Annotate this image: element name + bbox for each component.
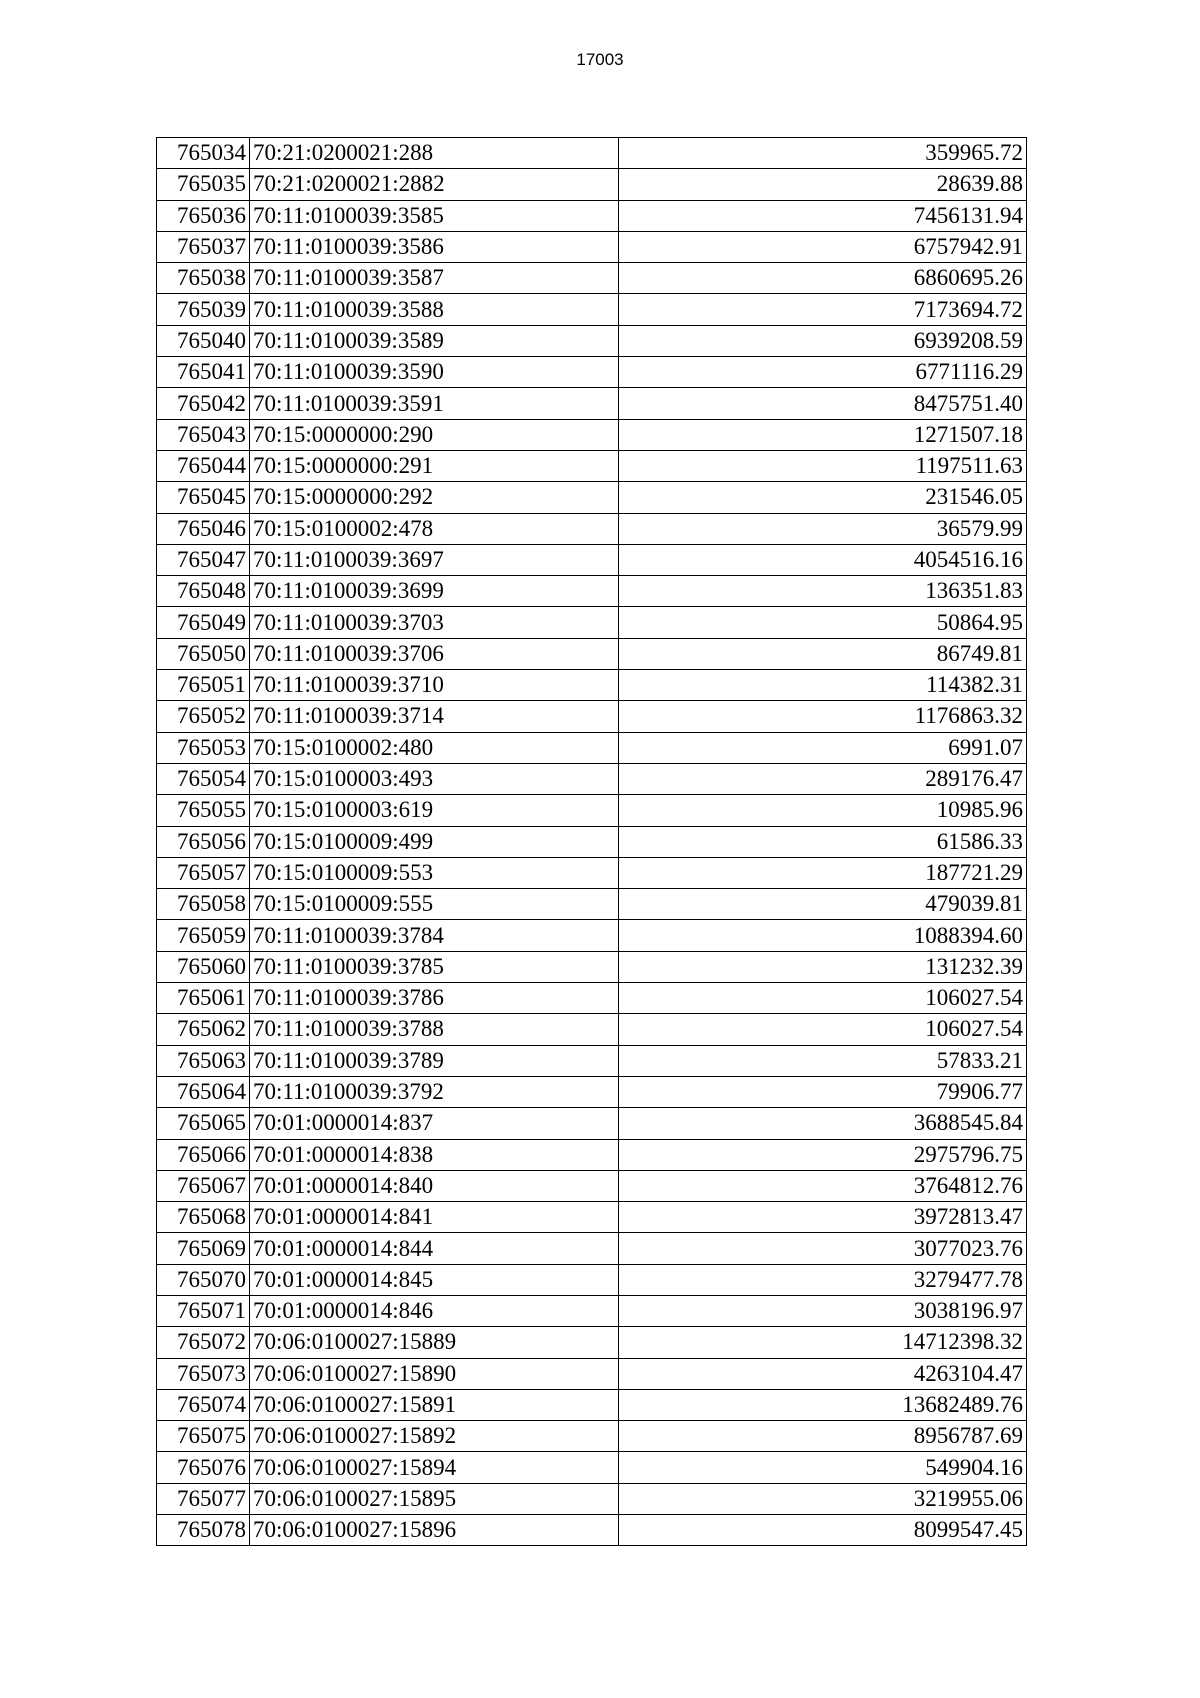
- value-cell: 359965.72: [619, 138, 1027, 169]
- cadastral-number-cell: 70:11:0100039:3587: [250, 263, 619, 294]
- value-cell: 8475751.40: [619, 388, 1027, 419]
- cadastral-number-cell: 70:11:0100039:3590: [250, 357, 619, 388]
- table-row: [157, 607, 1027, 638]
- cadastral-number-cell: 70:11:0100039:3706: [250, 638, 619, 669]
- cadastral-number-cell: 70:15:0100009:553: [250, 857, 619, 888]
- row-number-cell: 765035: [157, 169, 250, 200]
- table-row: [157, 1483, 1027, 1514]
- row-number-cell: 765055: [157, 795, 250, 826]
- row-number-cell: 765078: [157, 1515, 250, 1546]
- table-row: [157, 1170, 1027, 1201]
- value-cell: 106027.54: [619, 983, 1027, 1014]
- value-cell: 3038196.97: [619, 1295, 1027, 1326]
- row-number-cell: 765058: [157, 889, 250, 920]
- value-cell: 136351.83: [619, 576, 1027, 607]
- value-cell: 50864.95: [619, 607, 1027, 638]
- cadastral-number-cell: 70:15:0000000:292: [250, 482, 619, 513]
- table-row: [157, 732, 1027, 763]
- value-cell: 8956787.69: [619, 1421, 1027, 1452]
- row-number-cell: 765044: [157, 450, 250, 481]
- row-number-cell: 765051: [157, 670, 250, 701]
- cadastral-number-cell: 70:15:0100003:619: [250, 795, 619, 826]
- row-number-cell: 765075: [157, 1421, 250, 1452]
- cadastral-number-cell: 70:01:0000014:837: [250, 1108, 619, 1139]
- row-number-cell: 765063: [157, 1045, 250, 1076]
- row-number-cell: 765061: [157, 983, 250, 1014]
- table-row: [157, 544, 1027, 575]
- cadastral-number-cell: 70:06:0100027:15895: [250, 1483, 619, 1514]
- cadastral-number-cell: 70:15:0000000:290: [250, 419, 619, 450]
- row-number-cell: 765041: [157, 357, 250, 388]
- cadastral-number-cell: 70:15:0100009:499: [250, 826, 619, 857]
- cadastral-number-cell: 70:11:0100039:3591: [250, 388, 619, 419]
- cadastral-number-cell: 70:01:0000014:846: [250, 1295, 619, 1326]
- value-cell: 86749.81: [619, 638, 1027, 669]
- table-row: [157, 388, 1027, 419]
- cadastral-number-cell: 70:11:0100039:3714: [250, 701, 619, 732]
- table-row: [157, 1389, 1027, 1420]
- value-cell: 7456131.94: [619, 200, 1027, 231]
- row-number-cell: 765043: [157, 419, 250, 450]
- value-cell: 6771116.29: [619, 357, 1027, 388]
- row-number-cell: 765054: [157, 763, 250, 794]
- value-cell: 14712398.32: [619, 1327, 1027, 1358]
- value-cell: 289176.47: [619, 763, 1027, 794]
- cadastral-number-cell: 70:21:0200021:2882: [250, 169, 619, 200]
- value-cell: 6860695.26: [619, 263, 1027, 294]
- row-number-cell: 765067: [157, 1170, 250, 1201]
- row-number-cell: 765070: [157, 1264, 250, 1295]
- row-number-cell: 765074: [157, 1389, 250, 1420]
- row-number-cell: 765040: [157, 325, 250, 356]
- value-cell: 3077023.76: [619, 1233, 1027, 1264]
- cadastral-number-cell: 70:06:0100027:15892: [250, 1421, 619, 1452]
- cadastral-number-cell: 70:01:0000014:838: [250, 1139, 619, 1170]
- row-number-cell: 765071: [157, 1295, 250, 1326]
- row-number-cell: 765038: [157, 263, 250, 294]
- value-cell: 1271507.18: [619, 419, 1027, 450]
- row-number-cell: 765039: [157, 294, 250, 325]
- value-cell: 4263104.47: [619, 1358, 1027, 1389]
- table-row: [157, 294, 1027, 325]
- cadastral-number-cell: 70:15:0000000:291: [250, 450, 619, 481]
- table-row: [157, 325, 1027, 356]
- row-number-cell: 765050: [157, 638, 250, 669]
- row-number-cell: 765069: [157, 1233, 250, 1264]
- cadastral-number-cell: 70:01:0000014:841: [250, 1202, 619, 1233]
- row-number-cell: 765036: [157, 200, 250, 231]
- cadastral-number-cell: 70:15:0100002:478: [250, 513, 619, 544]
- cadastral-number-cell: 70:01:0000014:845: [250, 1264, 619, 1295]
- table-row: [157, 1327, 1027, 1358]
- value-cell: 10985.96: [619, 795, 1027, 826]
- table-row: [157, 576, 1027, 607]
- table-row: [157, 857, 1027, 888]
- value-cell: 13682489.76: [619, 1389, 1027, 1420]
- row-number-cell: 765053: [157, 732, 250, 763]
- table-row: [157, 951, 1027, 982]
- cadastral-number-cell: 70:06:0100027:15896: [250, 1515, 619, 1546]
- cadastral-number-cell: 70:11:0100039:3710: [250, 670, 619, 701]
- cadastral-number-cell: 70:11:0100039:3788: [250, 1014, 619, 1045]
- table-row: [157, 1358, 1027, 1389]
- table-row: [157, 889, 1027, 920]
- table-row: [157, 795, 1027, 826]
- value-cell: 36579.99: [619, 513, 1027, 544]
- value-cell: 3279477.78: [619, 1264, 1027, 1295]
- value-cell: 3972813.47: [619, 1202, 1027, 1233]
- registry-table-body: [157, 138, 1027, 1546]
- cadastral-number-cell: 70:06:0100027:15889: [250, 1327, 619, 1358]
- registry-table: [156, 137, 1027, 1546]
- table-row: [157, 1139, 1027, 1170]
- value-cell: 2975796.75: [619, 1139, 1027, 1170]
- value-cell: 57833.21: [619, 1045, 1027, 1076]
- value-cell: 131232.39: [619, 951, 1027, 982]
- value-cell: 1088394.60: [619, 920, 1027, 951]
- table-row: [157, 763, 1027, 794]
- cadastral-number-cell: 70:11:0100039:3697: [250, 544, 619, 575]
- row-number-cell: 765034: [157, 138, 250, 169]
- value-cell: 1197511.63: [619, 450, 1027, 481]
- value-cell: 187721.29: [619, 857, 1027, 888]
- table-row: [157, 1014, 1027, 1045]
- table-row: [157, 983, 1027, 1014]
- row-number-cell: 765052: [157, 701, 250, 732]
- cadastral-number-cell: 70:11:0100039:3589: [250, 325, 619, 356]
- table-row: [157, 138, 1027, 169]
- row-number-cell: 765049: [157, 607, 250, 638]
- row-number-cell: 765046: [157, 513, 250, 544]
- cadastral-number-cell: 70:15:0100003:493: [250, 763, 619, 794]
- cadastral-number-cell: 70:11:0100039:3789: [250, 1045, 619, 1076]
- cadastral-number-cell: 70:01:0000014:844: [250, 1233, 619, 1264]
- cadastral-number-cell: 70:06:0100027:15891: [250, 1389, 619, 1420]
- row-number-cell: 765057: [157, 857, 250, 888]
- row-number-cell: 765060: [157, 951, 250, 982]
- cadastral-number-cell: 70:11:0100039:3586: [250, 231, 619, 262]
- row-number-cell: 765066: [157, 1139, 250, 1170]
- cadastral-number-cell: 70:06:0100027:15890: [250, 1358, 619, 1389]
- row-number-cell: 765037: [157, 231, 250, 262]
- value-cell: 106027.54: [619, 1014, 1027, 1045]
- cadastral-number-cell: 70:11:0100039:3585: [250, 200, 619, 231]
- row-number-cell: 765048: [157, 576, 250, 607]
- cadastral-number-cell: 70:21:0200021:288: [250, 138, 619, 169]
- value-cell: 6991.07: [619, 732, 1027, 763]
- cadastral-number-cell: 70:15:0100002:480: [250, 732, 619, 763]
- table-row: [157, 920, 1027, 951]
- table-row: [157, 1452, 1027, 1483]
- table-row: [157, 1202, 1027, 1233]
- row-number-cell: 765065: [157, 1108, 250, 1139]
- row-number-cell: 765045: [157, 482, 250, 513]
- table-row: [157, 1045, 1027, 1076]
- cadastral-number-cell: 70:15:0100009:555: [250, 889, 619, 920]
- table-row: [157, 513, 1027, 544]
- cadastral-number-cell: 70:01:0000014:840: [250, 1170, 619, 1201]
- value-cell: 231546.05: [619, 482, 1027, 513]
- value-cell: 6939208.59: [619, 325, 1027, 356]
- table-row: [157, 1515, 1027, 1546]
- row-number-cell: 765064: [157, 1076, 250, 1107]
- value-cell: 4054516.16: [619, 544, 1027, 575]
- table-row: [157, 1233, 1027, 1264]
- value-cell: 8099547.45: [619, 1515, 1027, 1546]
- value-cell: 549904.16: [619, 1452, 1027, 1483]
- table-row: [157, 231, 1027, 262]
- value-cell: 1176863.32: [619, 701, 1027, 732]
- value-cell: 28639.88: [619, 169, 1027, 200]
- row-number-cell: 765047: [157, 544, 250, 575]
- table-row: [157, 169, 1027, 200]
- table-row: [157, 482, 1027, 513]
- table-row: [157, 701, 1027, 732]
- value-cell: 114382.31: [619, 670, 1027, 701]
- table-row: [157, 670, 1027, 701]
- row-number-cell: 765073: [157, 1358, 250, 1389]
- value-cell: 7173694.72: [619, 294, 1027, 325]
- table-row: [157, 826, 1027, 857]
- table-row: [157, 450, 1027, 481]
- cadastral-number-cell: 70:11:0100039:3703: [250, 607, 619, 638]
- cadastral-number-cell: 70:11:0100039:3588: [250, 294, 619, 325]
- row-number-cell: 765077: [157, 1483, 250, 1514]
- cadastral-number-cell: 70:11:0100039:3786: [250, 983, 619, 1014]
- table-row: [157, 638, 1027, 669]
- row-number-cell: 765076: [157, 1452, 250, 1483]
- table-row: [157, 263, 1027, 294]
- table-row: [157, 419, 1027, 450]
- value-cell: 479039.81: [619, 889, 1027, 920]
- value-cell: 3764812.76: [619, 1170, 1027, 1201]
- table-row: [157, 1264, 1027, 1295]
- cadastral-number-cell: 70:06:0100027:15894: [250, 1452, 619, 1483]
- row-number-cell: 765042: [157, 388, 250, 419]
- cadastral-number-cell: 70:11:0100039:3792: [250, 1076, 619, 1107]
- value-cell: 61586.33: [619, 826, 1027, 857]
- row-number-cell: 765056: [157, 826, 250, 857]
- cadastral-number-cell: 70:11:0100039:3784: [250, 920, 619, 951]
- row-number-cell: 765062: [157, 1014, 250, 1045]
- table-row: [157, 1108, 1027, 1139]
- cadastral-number-cell: 70:11:0100039:3785: [250, 951, 619, 982]
- table-row: [157, 357, 1027, 388]
- page-number: 17003: [576, 50, 624, 69]
- row-number-cell: 765068: [157, 1202, 250, 1233]
- value-cell: 79906.77: [619, 1076, 1027, 1107]
- table-row: [157, 200, 1027, 231]
- value-cell: 3219955.06: [619, 1483, 1027, 1514]
- value-cell: 6757942.91: [619, 231, 1027, 262]
- cadastral-number-cell: 70:11:0100039:3699: [250, 576, 619, 607]
- row-number-cell: 765072: [157, 1327, 250, 1358]
- value-cell: 3688545.84: [619, 1108, 1027, 1139]
- table-row: [157, 1076, 1027, 1107]
- row-number-cell: 765059: [157, 920, 250, 951]
- table-row: [157, 1295, 1027, 1326]
- table-row: [157, 1421, 1027, 1452]
